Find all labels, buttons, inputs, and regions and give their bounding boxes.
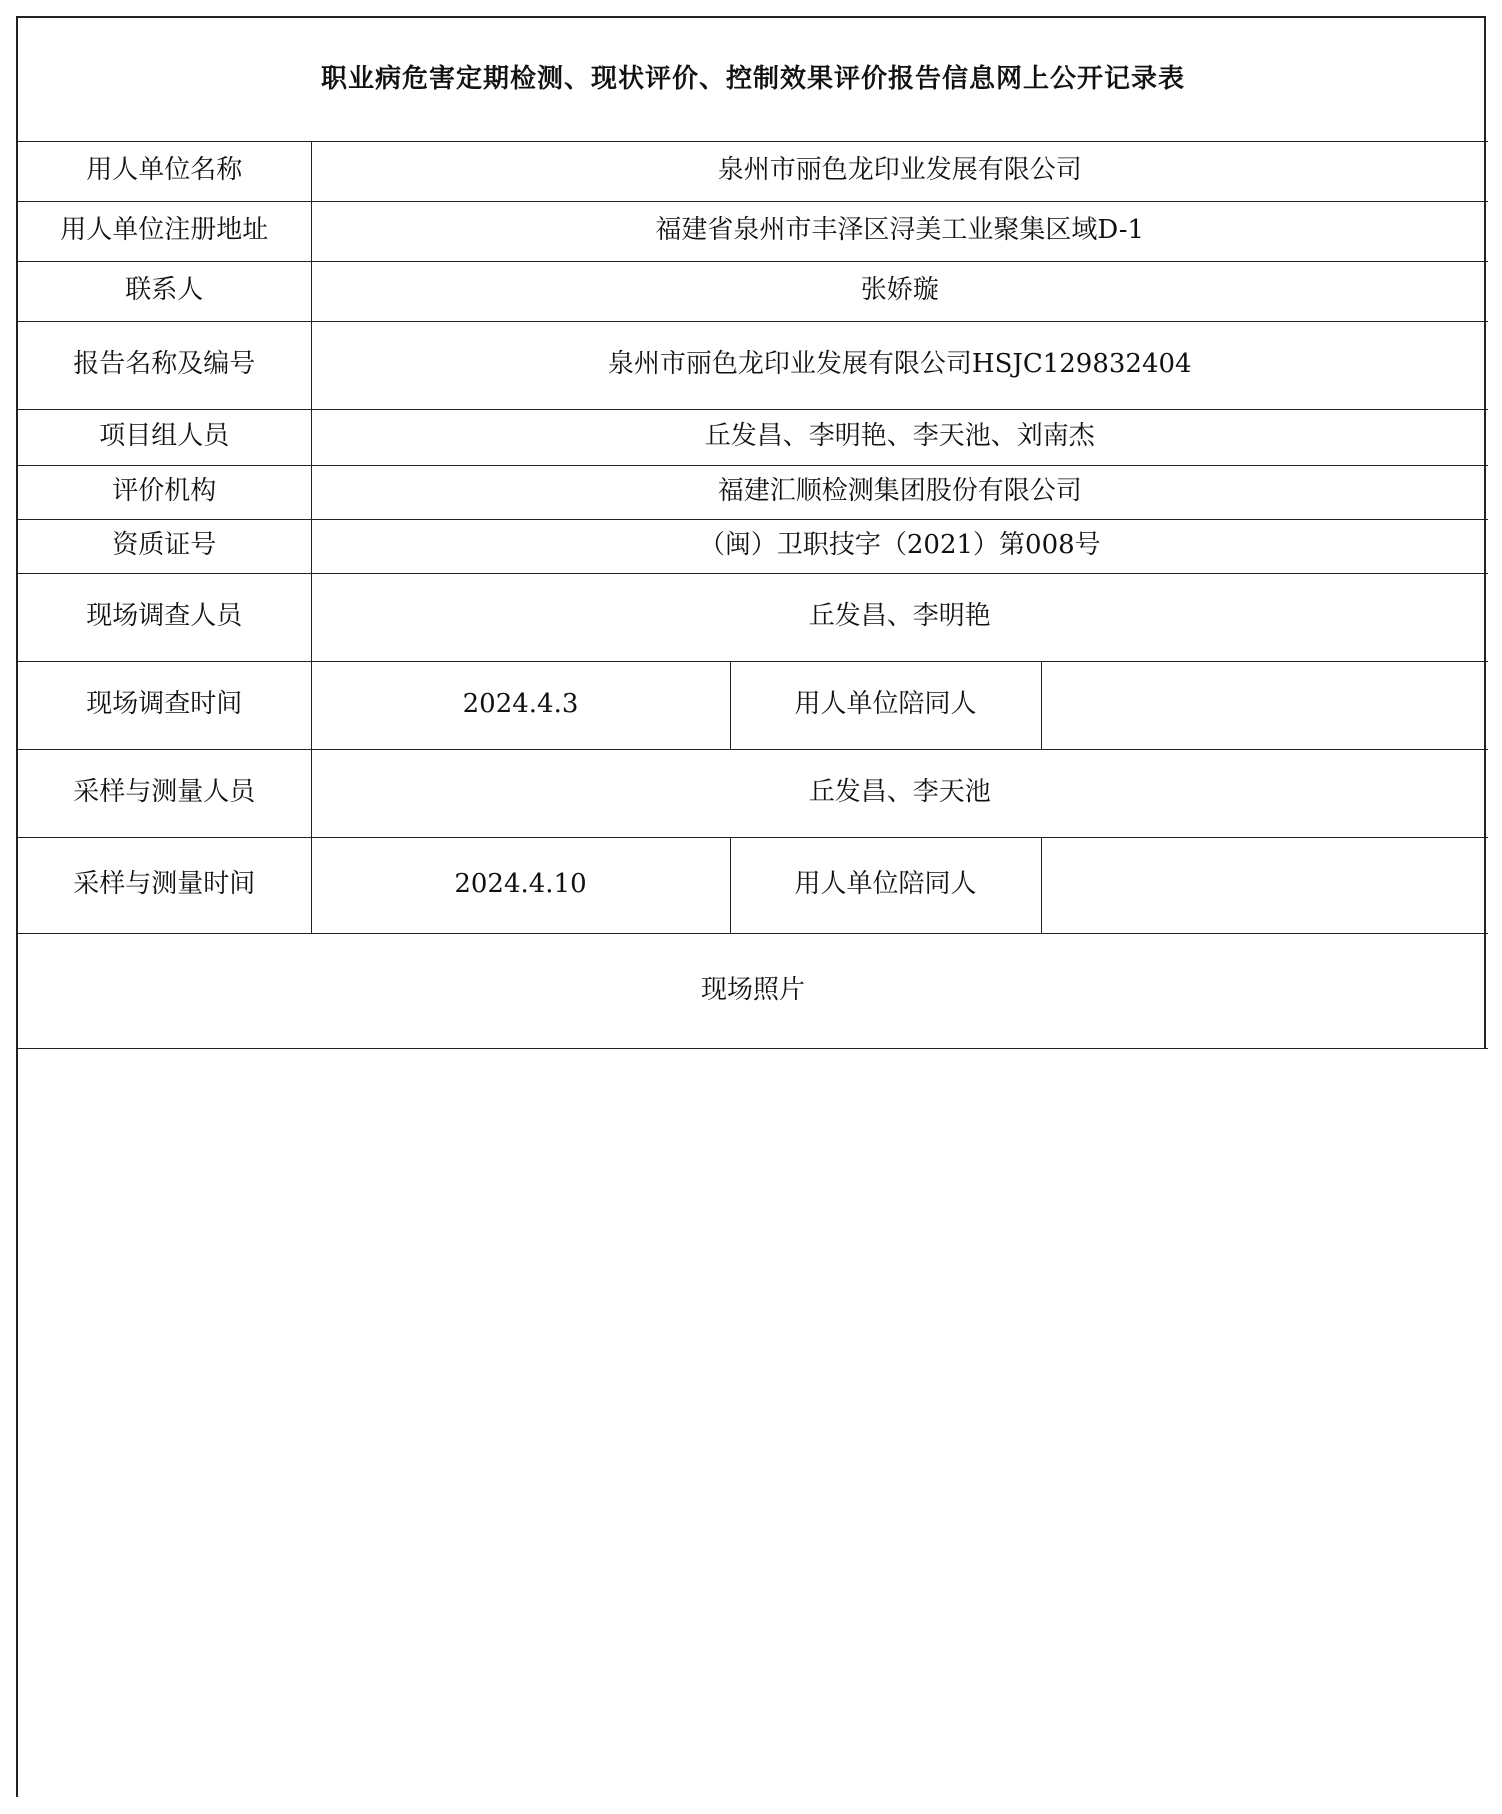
row-evaluation-org bbox=[18, 465, 1488, 519]
sampling-staff-value: 丘发昌、李天池 bbox=[311, 749, 1488, 837]
report-name-value: 泉州市丽色龙印业发展有限公司HSJC129832404 bbox=[311, 321, 1488, 409]
site-photos-heading: 现场照片 bbox=[18, 933, 1488, 1048]
site-survey-time-label: 现场调查时间 bbox=[18, 661, 311, 749]
sampling-escort-value bbox=[1041, 837, 1488, 933]
project-team-value: 丘发昌、李明艳、李天池、刘南杰 bbox=[311, 409, 1488, 465]
site-survey-staff-label: 现场调查人员 bbox=[18, 573, 311, 661]
form-title: 职业病危害定期检测、现状评价、控制效果评价报告信息网上公开记录表 bbox=[18, 18, 1488, 141]
row-site-survey-staff bbox=[18, 573, 1488, 661]
title-row bbox=[18, 18, 1488, 141]
row-sampling-staff bbox=[18, 749, 1488, 837]
row-photos-area bbox=[18, 1048, 1488, 1799]
project-team-label: 项目组人员 bbox=[18, 409, 311, 465]
contact-label: 联系人 bbox=[18, 261, 311, 321]
sampling-time-value: 2024.4.10 bbox=[311, 837, 730, 933]
row-photos-heading bbox=[18, 933, 1488, 1048]
employer-address-value: 福建省泉州市丰泽区浔美工业聚集区域D-1 bbox=[311, 201, 1488, 261]
qualification-label: 资质证号 bbox=[18, 519, 311, 573]
employer-name-value: 泉州市丽色龙印业发展有限公司 bbox=[311, 141, 1488, 201]
row-report-name bbox=[18, 321, 1488, 409]
row-employer-address bbox=[18, 201, 1488, 261]
record-form bbox=[16, 16, 1486, 1797]
site-survey-staff-value: 丘发昌、李明艳 bbox=[311, 573, 1488, 661]
sampling-staff-label: 采样与测量人员 bbox=[18, 749, 311, 837]
row-employer-name bbox=[18, 141, 1488, 201]
employer-name-label: 用人单位名称 bbox=[18, 141, 311, 201]
row-sampling-time bbox=[18, 837, 1488, 933]
evaluation-org-label: 评价机构 bbox=[18, 465, 311, 519]
site-survey-time-value: 2024.4.3 bbox=[311, 661, 730, 749]
report-name-label: 报告名称及编号 bbox=[18, 321, 311, 409]
site-survey-escort-value bbox=[1041, 661, 1488, 749]
evaluation-org-value: 福建汇顺检测集团股份有限公司 bbox=[311, 465, 1488, 519]
contact-value: 张娇璇 bbox=[311, 261, 1488, 321]
sampling-escort-label: 用人单位陪同人 bbox=[730, 837, 1041, 933]
row-site-survey-time bbox=[18, 661, 1488, 749]
record-table bbox=[18, 18, 1488, 1799]
site-photos-area bbox=[18, 1048, 1488, 1799]
row-qualification bbox=[18, 519, 1488, 573]
sampling-time-label: 采样与测量时间 bbox=[18, 837, 311, 933]
row-contact bbox=[18, 261, 1488, 321]
site-survey-escort-label: 用人单位陪同人 bbox=[730, 661, 1041, 749]
row-project-team bbox=[18, 409, 1488, 465]
qualification-value: （闽）卫职技字（2021）第008号 bbox=[311, 519, 1488, 573]
employer-address-label: 用人单位注册地址 bbox=[18, 201, 311, 261]
